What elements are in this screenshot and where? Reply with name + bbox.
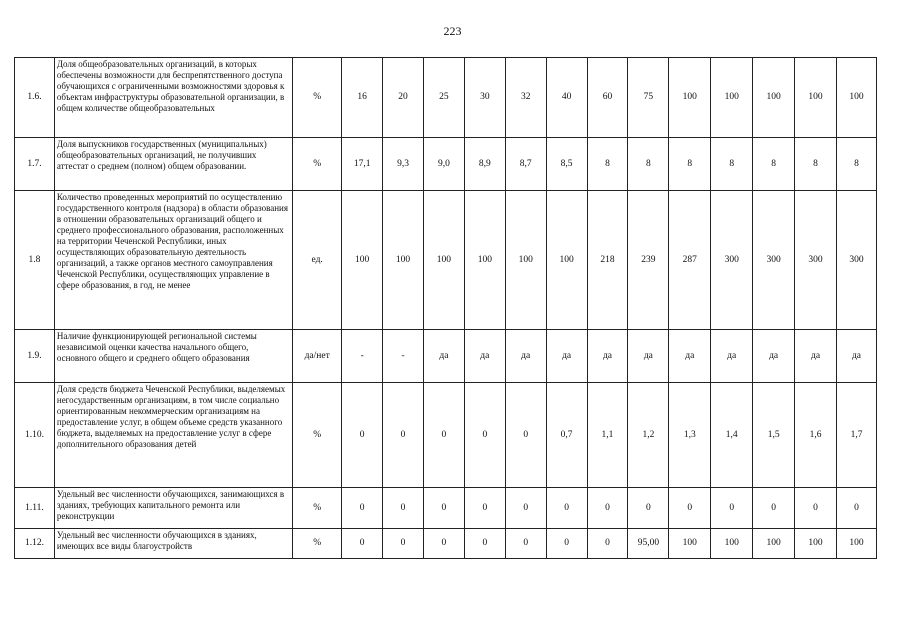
row-number: 1.6. [15, 58, 55, 138]
row-number: 1.12. [15, 529, 55, 559]
value-cell: 8 [795, 138, 837, 191]
row-number: 1.11. [15, 488, 55, 529]
value-cell: 0 [342, 529, 383, 559]
value-cell: 0 [383, 488, 424, 529]
value-cell: да [423, 330, 464, 383]
value-cell: 95,00 [628, 529, 669, 559]
value-cell: 0,7 [546, 383, 587, 488]
value-cell: 8 [753, 138, 795, 191]
indicator-unit: % [293, 383, 342, 488]
value-cell: 0 [837, 488, 877, 529]
value-cell: 100 [753, 58, 795, 138]
value-cell: 1,6 [795, 383, 837, 488]
value-cell: 239 [628, 191, 669, 330]
value-cell: 8,7 [505, 138, 546, 191]
value-cell: 0 [383, 529, 424, 559]
value-cell: 32 [505, 58, 546, 138]
value-cell: 0 [423, 529, 464, 559]
page-number: 223 [443, 24, 462, 38]
value-cell: 0 [669, 488, 711, 529]
indicator-description: Доля выпускников государственных (муниципальных) общеобразовательных организаций, не получивших аттестат о среднем (полном) общем образовании. [54, 138, 292, 191]
table-row [15, 138, 877, 191]
indicators-body [15, 58, 877, 559]
indicator-description: Доля общеобразовательных организаций, в которых обеспечены возможности для беспрепятственного доступа обучающихся с ограниченными возможностями здоровья к объектам инфраструктуры образовательной организации, в общем количестве общеобразовательных [54, 58, 292, 138]
indicator-unit: % [293, 488, 342, 529]
value-cell: 300 [753, 191, 795, 330]
value-cell: 100 [753, 529, 795, 559]
table-row [15, 529, 877, 559]
value-cell: 9,0 [423, 138, 464, 191]
value-cell: 0 [464, 529, 505, 559]
value-cell: 100 [711, 58, 753, 138]
value-cell: да [628, 330, 669, 383]
row-number: 1.10. [15, 383, 55, 488]
value-cell: 1,3 [669, 383, 711, 488]
value-cell: 100 [464, 191, 505, 330]
value-cell: 0 [546, 488, 587, 529]
value-cell: 100 [505, 191, 546, 330]
value-cell: 0 [753, 488, 795, 529]
value-cell: 100 [423, 191, 464, 330]
value-cell: 8 [837, 138, 877, 191]
value-cell: 100 [795, 529, 837, 559]
table-row [15, 58, 877, 138]
value-cell: да [587, 330, 628, 383]
row-number: 1.9. [15, 330, 55, 383]
value-cell: - [342, 330, 383, 383]
table-row [15, 191, 877, 330]
row-number: 1.7. [15, 138, 55, 191]
value-cell: 0 [383, 383, 424, 488]
value-cell: 8 [711, 138, 753, 191]
value-cell: да [795, 330, 837, 383]
indicator-unit: % [293, 138, 342, 191]
value-cell: да [546, 330, 587, 383]
indicator-description: Доля средств бюджета Чеченской Республики, выделяемых негосударственным организациям, в том числе социально ориентированным некоммерческим организациям на предоставление услуг, в общем объеме средств указанного бюджета, выделяемых на предоставление услуг в сфере дополнительного образования детей [54, 383, 292, 488]
indicator-description: Удельный вес численности обучающихся в зданиях, имеющих все виды благоустройств [54, 529, 292, 559]
value-cell: 100 [669, 529, 711, 559]
value-cell: 0 [711, 488, 753, 529]
value-cell: да [711, 330, 753, 383]
value-cell: 0 [628, 488, 669, 529]
value-cell: 287 [669, 191, 711, 330]
table-row [15, 330, 877, 383]
value-cell: 1,1 [587, 383, 628, 488]
indicator-unit: ед. [293, 191, 342, 330]
table-row [15, 383, 877, 488]
indicator-description: Наличие функционирующей региональной системы независимой оценки качества начального общего, основного общего и среднего общего образования [54, 330, 292, 383]
value-cell: 300 [837, 191, 877, 330]
value-cell: 300 [795, 191, 837, 330]
value-cell: да [505, 330, 546, 383]
value-cell: 40 [546, 58, 587, 138]
value-cell: 75 [628, 58, 669, 138]
value-cell: 20 [383, 58, 424, 138]
indicator-unit: % [293, 529, 342, 559]
value-cell: 16 [342, 58, 383, 138]
value-cell: 300 [711, 191, 753, 330]
value-cell: 0 [342, 488, 383, 529]
value-cell: 30 [464, 58, 505, 138]
value-cell: 8,9 [464, 138, 505, 191]
indicator-unit: % [293, 58, 342, 138]
value-cell: 1,2 [628, 383, 669, 488]
value-cell: 1,5 [753, 383, 795, 488]
value-cell: 25 [423, 58, 464, 138]
value-cell: 218 [587, 191, 628, 330]
value-cell: 0 [587, 529, 628, 559]
value-cell: 60 [587, 58, 628, 138]
indicator-description: Количество проведенных мероприятий по осуществлению государственного контроля (надзора) в области образования в отношении образовательных организаций общего и среднего профессионального образования, расположенных на территории Чеченской Республики, иных осуществляющих образовательную деятельность организаций, а также органов местного самоуправления Чеченской Республики, осуществляющих управление в сфере образования, в год, не менее [54, 191, 292, 330]
value-cell: 8 [628, 138, 669, 191]
value-cell: 100 [669, 58, 711, 138]
value-cell: 100 [837, 529, 877, 559]
value-cell: 100 [383, 191, 424, 330]
value-cell: 0 [505, 383, 546, 488]
indicator-unit: да/нет [293, 330, 342, 383]
value-cell: 1,4 [711, 383, 753, 488]
value-cell: 0 [464, 383, 505, 488]
value-cell: 0 [423, 488, 464, 529]
value-cell: 100 [342, 191, 383, 330]
value-cell: 100 [711, 529, 753, 559]
value-cell: 8 [669, 138, 711, 191]
value-cell: 0 [423, 383, 464, 488]
value-cell: - [383, 330, 424, 383]
indicator-description: Удельный вес численности обучающихся, занимающихся в зданиях, требующих капитального ремонта или реконструкции [54, 488, 292, 529]
value-cell: да [464, 330, 505, 383]
value-cell: 100 [837, 58, 877, 138]
value-cell: 100 [795, 58, 837, 138]
value-cell: 8,5 [546, 138, 587, 191]
value-cell: 0 [546, 529, 587, 559]
value-cell: 0 [342, 383, 383, 488]
value-cell: 17,1 [342, 138, 383, 191]
value-cell: 0 [505, 529, 546, 559]
indicators-table [14, 57, 877, 559]
value-cell: да [669, 330, 711, 383]
value-cell: да [753, 330, 795, 383]
value-cell: 0 [587, 488, 628, 529]
value-cell: 100 [546, 191, 587, 330]
value-cell: 0 [464, 488, 505, 529]
value-cell: 0 [505, 488, 546, 529]
value-cell: 0 [795, 488, 837, 529]
value-cell: да [837, 330, 877, 383]
value-cell: 1,7 [837, 383, 877, 488]
row-number: 1.8 [15, 191, 55, 330]
table-row [15, 488, 877, 529]
value-cell: 9,3 [383, 138, 424, 191]
value-cell: 8 [587, 138, 628, 191]
